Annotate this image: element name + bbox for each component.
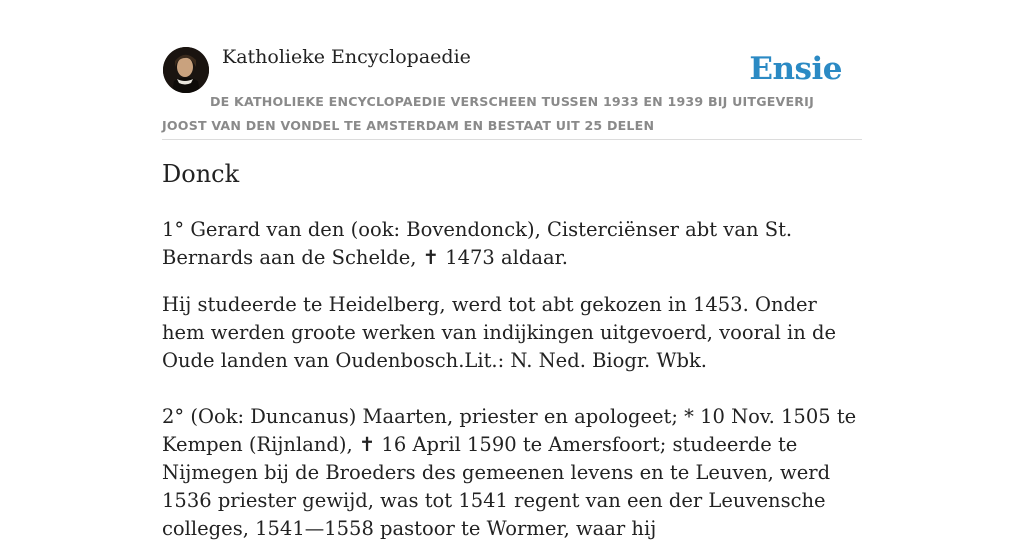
site-subtitle: DE KATHOLIEKE ENCYCLOPAEDIE VERSCHEEN TUSSEN 1933 EN 1939 BIJ UITGEVERIJ JOOST VAN DEN VONDEL TE AMSTERDAM EN BESTAAT UIT 25 DELEN — [162, 94, 814, 133]
article-title: Donck — [162, 160, 240, 188]
site-title[interactable]: Katholieke Encyclopaedie — [222, 46, 471, 68]
site-avatar[interactable] — [163, 47, 209, 93]
ensie-logo[interactable]: Ensie — [749, 51, 842, 87]
article-paragraph: 2° (Ook: Duncanus) Maarten, priester en apologeet; * 10 Nov. 1505 te Kempen (Rijnland), ✝ 16 April 1590 te Amersfoort; studeerde te Nijmegen bij de Broeders des gemeenen levens en te Leuven, werd 1536 priester gewijd, was tot 1541 regent van een der Leuvensche colleges, 1541—1558 pastoor te Wormer, waar hij — [162, 405, 857, 540]
article-paragraph: 1° Gerard van den (ook: Bovendonck), Cisterciënser abt van St. Bernards aan de Schelde, ✝ 1473 aldaar. — [162, 218, 793, 269]
article-paragraph: Hij studeerde te Heidelberg, werd tot abt gekozen in 1453. Onder hem werden groote werken van indijkingen uitgevoerd, vooral in de Oude landen van Oudenbosch.Lit.: N. Ned. Biogr. Wbk. — [162, 293, 837, 372]
article-content — [162, 216, 862, 543]
portrait-icon — [163, 47, 209, 93]
header-divider — [162, 139, 862, 140]
